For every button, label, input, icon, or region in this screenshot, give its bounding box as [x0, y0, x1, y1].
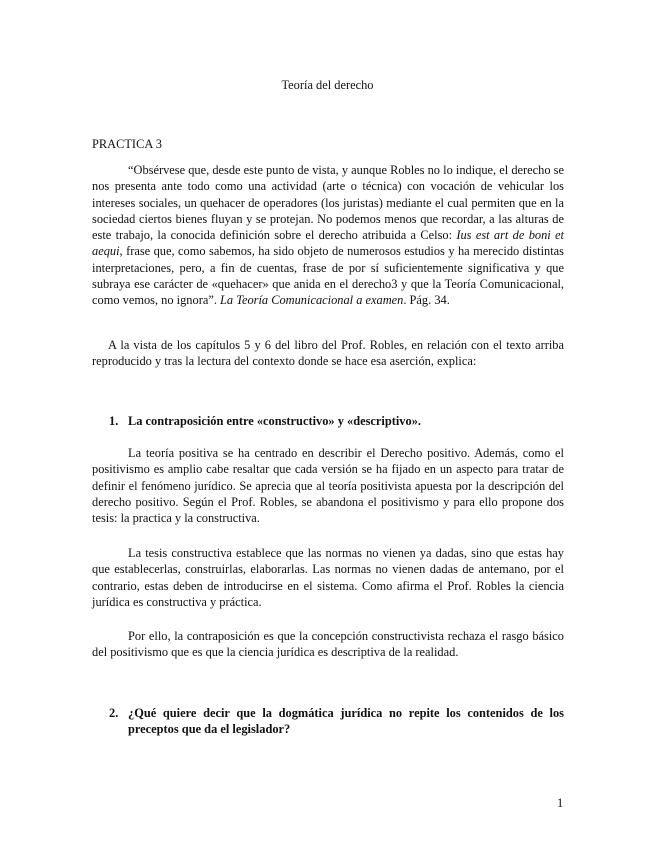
section1-heading	[92, 413, 564, 429]
document-title: Teoría del derecho	[281, 78, 374, 92]
quote-source: La Teoría Comunicacional a examen	[220, 293, 404, 308]
section1-paragraph-3: Por ello, la contraposición es que la concepción constructivista rechaza el rasgo básico del positivismo que es que la ciencia jurídica es descriptiva de la realidad.	[92, 629, 564, 660]
section2-number: 2.	[109, 706, 119, 720]
page-number: 1	[557, 796, 564, 810]
section1-heading-text: La contraposición entre «constructivo» y «descriptivo».	[128, 414, 421, 428]
quote-text: “Obsérvese que, desde este punto de vista, y aunque Robles no lo indique, el derecho se nos presenta ante todo como una actividad (arte o técnica) con vocación de vehicular los intereses sociales, un quehacer de operadores (los juristas) mediante el cual permiten que en la sociedad ciertos bienes fluyan y se protejan. No podemos menos que recordar, a las alturas de este trabajo, la conocida definición sobre el derecho atribuida a Celso:	[92, 163, 564, 243]
practice-label: PRACTICA 3	[92, 137, 162, 151]
quote-text-continued: , frase que, como sabemos, ha sido objeto de numerosos estudios y ha merecido distintas interpretaciones, pero, a fin de cuentas, frase de por sí suficientemente significativa y que subraya ese carácter de «quehacer» que anida en el derecho3 y que la Teoría Comunicacional, como vemos, no ignora”.	[92, 244, 564, 308]
section1-number: 1.	[109, 414, 119, 428]
section2-heading-text: ¿Qué quiere decir que la dogmática jurídica no repite los contenidos de los preceptos que da el legislador?	[128, 706, 564, 737]
latin-phrase: Ius est art de boni et aequi	[92, 228, 564, 259]
instruction-paragraph: A la vista de los capítulos 5 y 6 del libro del Prof. Robles, en relación con el texto arriba reproducido y tras la lectura del contexto donde se hace esa aserción, explica:	[92, 338, 564, 369]
section2-heading	[92, 705, 564, 738]
section1-paragraph-1: La teoría positiva se ha centrado en describir el Derecho positivo. Además, como el positivismo es amplio cabe resaltar que cada versión se ha fijado en un aspecto para tratar de definir el fenómeno jurídico. Se aprecia que al teoría positivista apuesta por la descripción del derecho positivo. Según el Prof. Robles, se abandona el positivismo y para ello propone dos tesis: la practica y la constructiva.	[92, 446, 564, 526]
section1-paragraph-2: La tesis constructiva establece que las normas no vienen ya dadas, sino que estas hay que establecerlas, construirlas, elaborarlas. Las normas no vienen dadas de antemano, por el contrario, estas deben de introducirse en el sistema. Como afirma el Prof. Robles la ciencia jurídica es constructiva y práctica.	[92, 546, 564, 609]
quote-paragraph	[92, 162, 564, 309]
quote-page-ref: . Pág. 34.	[403, 293, 450, 308]
